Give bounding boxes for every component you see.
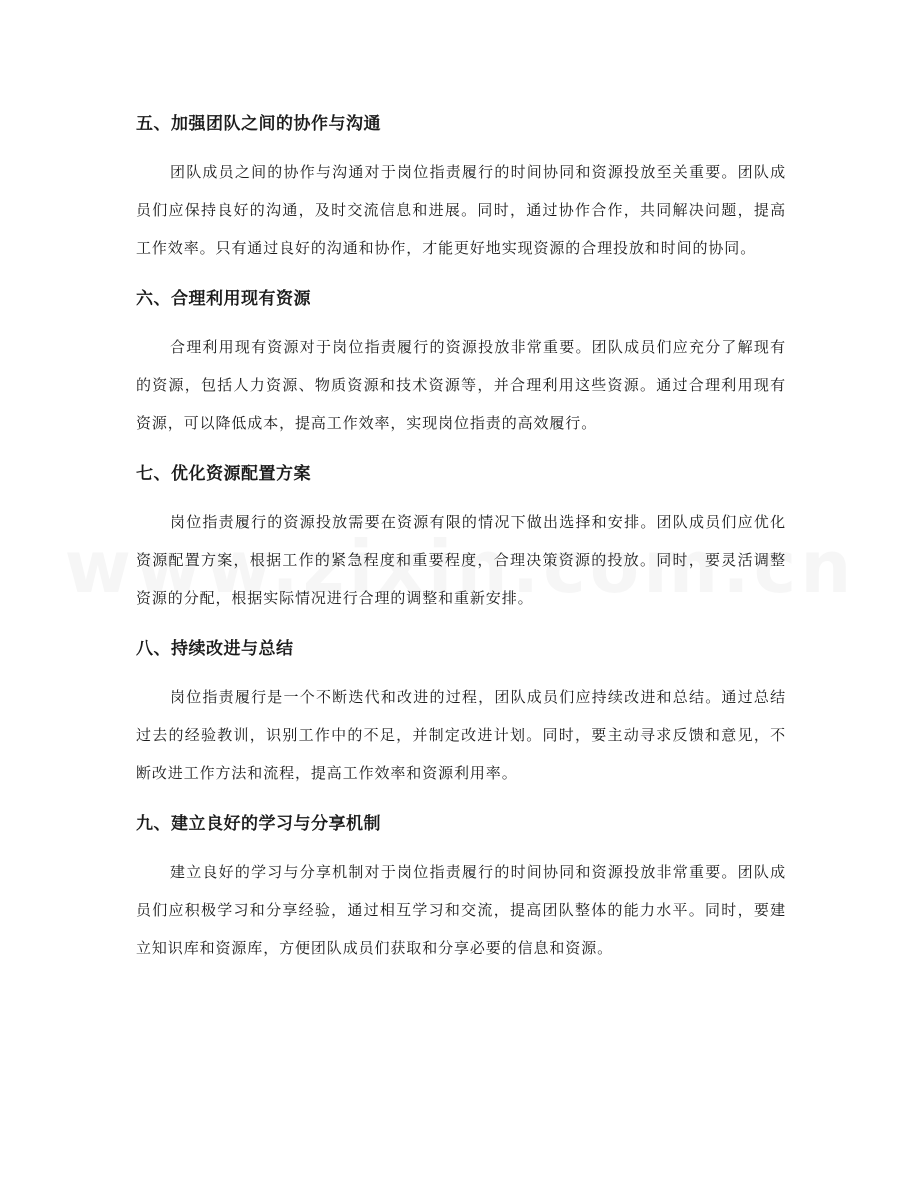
section-paragraph: 岗位指责履行是一个不断迭代和改进的过程，团队成员们应持续改进和总结。通过总结过去的经验教训，识别工作中的不足，并制定改进计划。同时，要主动寻求反馈和意见，不断改进工作方法和流程，提高工作效率和资源利用率。 — [136, 688, 786, 782]
section-heading: 五、加强团队之间的协作与沟通 — [136, 114, 381, 134]
section-paragraph: 岗位指责履行的资源投放需要在资源有限的情况下做出选择和安排。团队成员们应优化资源配置方案，根据工作的紧急程度和重要程度，合理决策资源的投放。同时，要灵活调整资源的分配，根据实际情况进行合理的调整和重新安排。 — [136, 513, 786, 607]
section-8 — [136, 629, 786, 792]
section-heading: 七、优化资源配置方案 — [136, 464, 311, 484]
section-paragraph: 团队成员之间的协作与沟通对于岗位指责履行的时间协同和资源投放至关重要。团队成员们应保持良好的沟通，及时交流信息和进展。同时，通过协作合作，共同解决问题，提高工作效率。只有通过良好的沟通和协作，才能更好地实现资源的合理投放和时间的协同。 — [136, 163, 786, 257]
section-7 — [136, 454, 786, 617]
section-heading: 六、合理利用现有资源 — [136, 289, 311, 309]
section-5 — [136, 104, 786, 267]
section-heading: 八、持续改进与总结 — [136, 639, 294, 659]
section-6 — [136, 279, 786, 442]
document-content — [136, 104, 786, 979]
section-paragraph: 建立良好的学习与分享机制对于岗位指责履行的时间协同和资源投放非常重要。团队成员们应积极学习和分享经验，通过相互学习和交流，提高团队整体的能力水平。同时，要建立知识库和资源库，方便团队成员们获取和分享必要的信息和资源。 — [136, 863, 786, 957]
section-9 — [136, 804, 786, 967]
section-paragraph: 合理利用现有资源对于岗位指责履行的资源投放非常重要。团队成员们应充分了解现有的资源，包括人力资源、物质资源和技术资源等，并合理利用这些资源。通过合理利用现有资源，可以降低成本，提高工作效率，实现岗位指责的高效履行。 — [136, 338, 786, 432]
section-heading: 九、建立良好的学习与分享机制 — [136, 814, 381, 834]
